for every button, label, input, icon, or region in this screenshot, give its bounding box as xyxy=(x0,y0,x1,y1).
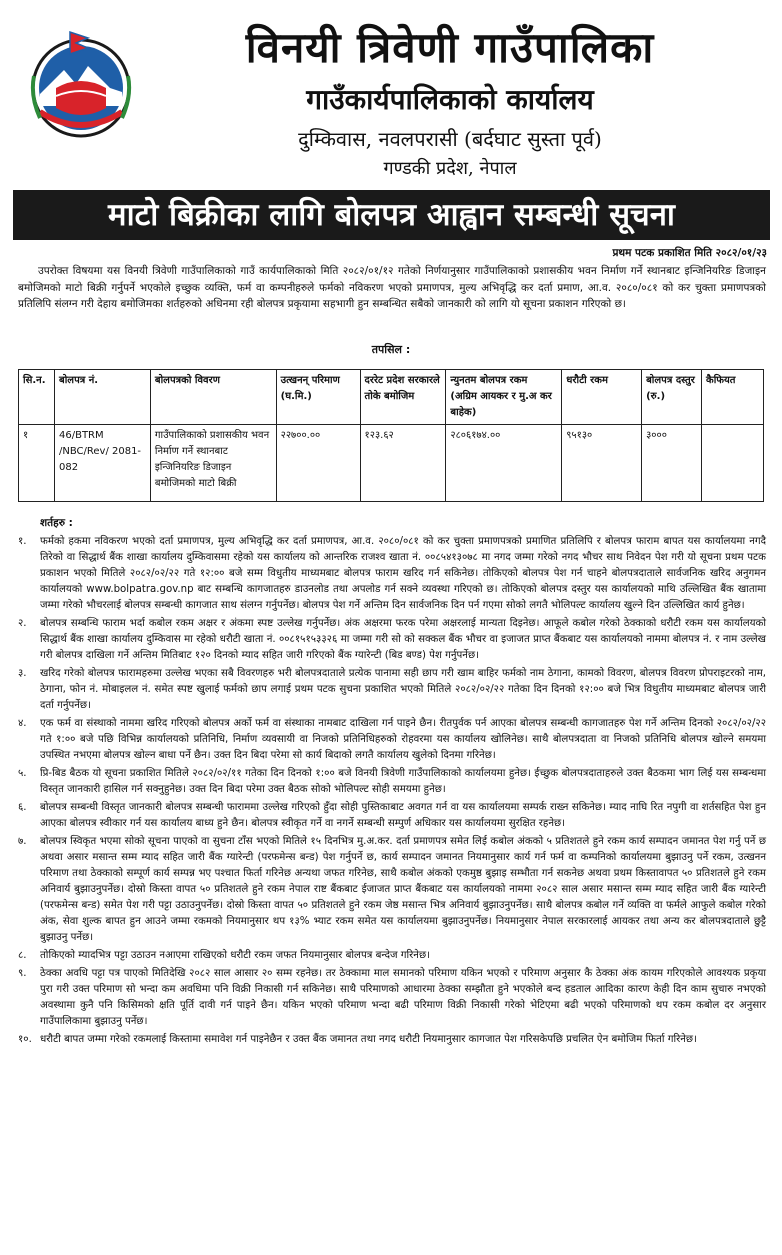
col-header-quantity: उत्खनन् परिमाण (घ.मि.) xyxy=(276,370,360,425)
office-name: गाउँकार्यपालिकाको कार्यालय xyxy=(306,83,594,116)
term-item xyxy=(18,800,766,832)
term-text: बोलपत्र स्विकृत भएमा सोको सूचना पाएको वा सुचना टाँस भएको मितिले १५ दिनभित्र मु.अ.कर. दर्ता प्रमाणपत्र समेत लिई कबोल अंकको ५ प्रतिशतले हुने रकम कार्य सम्पादन जमानत पेश गर्नु पर्ने छ अथवा असार मसान्त सम्म म्याद सहित जारी बैंक ग्यारेन्टी (परफमेन्स बन्ड) पेश गर्नुपर्ने छ, कार्य सम्पादन जमानत नियमानुसार कार्य गर्न फर्म वा कम्पनिको कार्यालयमा बुझाउनु पर्ने रकम, उत्खनन परिमाण तथा ठेक्काको सम्पूर्ण कार्य सम्पन्न भए पश्चात फिर्ता गरिनेछ अन्यथा जफत गरिनेछ, साथै कबोल अंकको एकमुष्ठ बुझाइ सम्भौता गर्न सकनेछ अथवा प्रथम किस्तावापत ५० प्रतिशतले हुने रकम अनिवार्य बुझाउनुपर्नेछ। दोस्रो किस्ता वापत ५० प्रतिशतले हुने रकम नेपाल राष्ट बैंकबाट ईजाजत प्राप्त बैंकबाट यस कार्यालयको नाममा २०८२ साल असार मसान्त सम्म म्याद सहित जारी बैंक ग्यारेन्टी (परफमेन्स बन्ड) समेत पेश गरी पट्टा उठाउनुपर्नेछ। दोस्रो किस्ता वापत ५० प्रतिशतले हुने रकम जेष्ठ मसान्त भित्र अनिवार्य बुझाउनुपर्नेछ। साथै बोलपत्र कबोल गर्ने व्यक्ति वा फर्मले आफुले कबोल गरेको अंक, सेवा शुल्क बापत हुन आउने जम्मा रकमको नियमानुसार थप १३% भ्याट रकम समेत यस कार्यालयमा बुझाउनुपर्नेछ। नियमानुसार नेपाल सरकारलाई आयकर तथा अन्य कर बोलपत्रदाताले छुट्टै बुझाउनु पर्नेछ। xyxy=(40,836,766,943)
term-text: खरिद गरेको बोलपत्र फारामहरुमा उल्लेख भएका सबै विवरणहरु भरी बोलपत्रदाताले प्रत्येक पानामा सही छाप गरी खाम बाहिर फर्मको नाम ठेगाना, कामको विवरण, बोलपत्र विवरण प्रोपराइटरको नाम, ठेगाना, फोन नं. मोबाइलल नं. समेत स्पष्ट खुलाई फर्मको छाप लगाई प्रथम पटक सुचना प्रकाशित भएको मितिले २०८२/०२/२२ गतेका दिन दिनको १२:०० बजे भित्र विधुतीय माध्यमबाट बोलपत्र जारी दर्ता गर्नुपर्नेछ। xyxy=(40,668,766,711)
intro-paragraph: उपरोक्त विषयमा यस विनयी त्रिवेणी गाउँपालिकाको गाउँ कार्यपालिकाको मिति २०८२/०१/१२ गतेको निर्णयानुसार गाउँपालिकाको प्रशासकीय भवन निर्माण गर्ने स्थानबाट इन्जिनियरिङ डिजाइन बमोजिमको माटो बिक्री गर्नुपर्ने भएकोले इच्छुक व्यक्ति, फर्म वा कम्पनीहरुले फर्मको नविकरण भएको प्रमाणपत्र, मुल्य अभिवृद्धि कर दर्ता प्रमाण, आ.व. २०८०/०८१ को कर चुक्ता प्रमाणपत्रको प्रतिलिपि संलग्न गरी देहाय बमोजिमका शर्तहरुको अधिनमा रही बोलपत्र प्रकृयामा सहभागी हुन सम्बन्धित सबैको जानकारी को लागि यो सूचना प्रकाशन गरिएको छ। xyxy=(18,265,766,310)
office-address: दुम्किवास, नवलपरासी (बर्दघाट सुस्ता पूर्व) xyxy=(298,127,602,151)
cell-rate: १२३.६२ xyxy=(360,425,446,502)
term-text: धरौटी बापत जम्मा गरेको रकमलाई किस्तामा समावेश गर्न पाइनेछैन र उक्त बैंक जमानत तथा नगद धरौटी नियमानुसार कागजात पेश गरिसकेपछि प्रचलित ऐन बमोजिम फिर्ता गरिनेछ। xyxy=(40,1034,697,1045)
cell-description: गाउँपालिकाको प्रशासकीय भवन निर्माण गर्ने स्थानबाट इन्जिनियरिङ डिजाइन बमोजिमको माटो बिक्री xyxy=(150,425,276,502)
col-header-rate: दररेट प्रदेश सरकारले तोके बमोजिम xyxy=(360,370,446,425)
term-text: फर्मको हकमा नविकरण भएको दर्ता प्रमाणपत्र, मुल्य अभिवृद्धि कर दर्ता प्रमाणपत्र, आ.व. २०८०/०८१ को कर चुक्ता प्रमाणपत्रको प्रमाणित प्रतिलिपि र बोलपत्र फाराम बापत यस कार्यालयमा नगदै तिरेको वा सिद्धार्थ बैंक शाखा कार्यालय दुम्किवासमा रहेको यस कार्यालय को आन्तरिक राजश्व खाता नं. ००८५४१३०७८ मा नगद जम्मा गरेको नगद भौचर साथ निवेदन पेश गरी यो सूचना प्रथम पटक प्रकाशन भएको मितिले २०८२/०२/२२ गते १२:०० बजे सम्म विधुतीय माध्यमबाट बोलपत्र फाराम खरिद गर्न सकिनेछ। तोकिएको बोलपत्र पेश गर्न चाहने बोलपत्रदाताले सार्वजनिक खरिद अनुगमन कार्यालयको www.bolpatra.gov.np बाट सम्बन्धि कागजातहरु डाउनलोड तथा अपलोड गर्न सक्ने व्यवस्था गरिएको छ। तोकिएको बोलपत्र दस्तुर यस कार्यालयको माथि उल्लिखित बैंक खातामा जम्मा गरेको भौचरलाई बोलपत्र सम्बन्धी कागजात साथ संलग्न गर्नुपर्नेछ। बोलपत्र पेश गर्ने अन्तिम दिन सार्वजनिक दिन पर्न गएमा सोको लगतै भोलिपल्ट कार्यालय खुल्ने दिन उल्लिखित कार्य हुनेछ। xyxy=(40,536,766,611)
cell-remarks xyxy=(702,425,764,502)
term-text: एक फर्म वा संस्थाको नाममा खरिद गरिएको बोलपत्र अर्को फर्म वा संस्थाका नामबाट दाखिला गर्न पाइने छैन। रीतपुर्वक पर्न आएका बोलपत्र सम्बन्धी कागजातहरु पेश गर्ने अन्तिम दिनको २०८२/०२/२२ गते १:०० बजे पछि विभिन्न कार्यालयको प्रतिनिधि, निर्माण व्यवसायी वा निजको प्रतिनिधिहरुको रोहवरमा यस कार्यालय खोलिनेछ। साथै बोलपत्रदाता वा निजको प्रतिनिधि बोलपत्र खोल्ने समयमा उपस्थित नभएमा बोलपत्र खोल्न बाधा पर्ने छैन। उक्त दिन बिदा परेमा सो कार्य बिदाको लगतै कार्यालय खुलेको दिनमा गरिनेछ। xyxy=(40,718,766,761)
term-item xyxy=(18,716,766,764)
term-number: ६. xyxy=(18,802,27,813)
cell-tender-no: 46/BTRM /NBC/Rev/ 2081-082 xyxy=(54,425,150,502)
term-number: २. xyxy=(18,618,27,629)
term-number: ७. xyxy=(18,836,27,847)
term-text: प्रि-बिड बैठक यो सूचना प्रकाशित मितिले २०८२/०२/११ गतेका दिन दिनको १:०० बजे विनयी त्रिवेणी गाउँपालिकाको कार्यालयमा हुनेछ। ईच्छुक बोलपत्रदाताहरुले उक्त बैठकमा भाग लिई यस सम्बन्धमा विस्तृत जानकारी हासिल गर्न सक्नुहुनेछ। उक्त दिन बिदा परेमा उक्त बैठक सोको भोलिपल्ट सोही समयमा हुनेछ। xyxy=(40,768,766,795)
col-header-description: बोलपत्रको विवरण xyxy=(150,370,276,425)
term-number: ४. xyxy=(18,718,27,729)
term-text: बोलपत्र सम्बन्धी विस्तृत जानकारी बोलपत्र सम्बन्धी फाराममा उल्लेख गरिएको हुँदा सोही पुस्तिकाबाट अवगत गर्न वा यस कार्यालयमा सम्पर्क राख्न सकिनेछ। म्याद नाघि रित नपुगी वा शर्तसहित पेश हुन आएका बोलपत्र स्वीकार गर्न यस कार्यालय बाध्य हुने छैन। बोलपत्र स्वीकृत गर्ने वा नगर्ने सम्बन्धी सम्पुर्ण अधिकार यस कार्यालयमा सुरक्षित रहनेछ। xyxy=(40,802,766,829)
col-header-deposit: धरौटी रकम xyxy=(562,370,642,425)
term-text: ठेक्का अवधि पट्टा पत्र पाएको मितिदेखि २०८२ साल आसार २० सम्म रहनेछ। तर ठेक्कामा माल समानको परिमाण यकिन भएको र परिमाण अनुसार कै ठेक्का अंक कायम गरिएकोले आवश्यक प्रकृया पुरा गरी उक्त परिमाण सो भन्दा कम अवधिमा पनि विक्री निकासी गर्न सकिनेछ। साथै परिमाणको आधारमा ठेक्का सम्झौता हुने भएकोले बन्द हडताल आदिका कारण केही दिन काम सुचारु नभएको अवस्थामा कुनै पनि किसिमको क्षति पूर्ति दावी गर्न पाइने छैन। यकिन भएको परिमाण भन्दा बढी परिमाण विक्री निकासी गरेको भेटिएमा बढी भएको परिमाणको थप रकम कबोल दर अनुसार गाउँपालिकामा बुझाउनु पर्नेछ। xyxy=(40,968,766,1027)
tender-table xyxy=(18,369,764,502)
term-item xyxy=(18,1032,766,1048)
notice-title-banner: माटो बिक्रीका लागि बोलपत्र आह्वान सम्बन्धी सूचना xyxy=(13,190,770,240)
cell-fee: ३००० xyxy=(642,425,702,502)
publication-date: प्रथम पटक प्रकाशित मिति २०८२/०१/२३ xyxy=(612,247,767,259)
term-number: ३. xyxy=(18,668,27,679)
letterhead xyxy=(0,0,782,190)
col-header-sn: सि.न. xyxy=(19,370,55,425)
cell-quantity: २२७००.०० xyxy=(276,425,360,502)
term-item xyxy=(18,948,766,964)
terms-list xyxy=(18,534,766,1050)
term-number: ८. xyxy=(18,950,27,961)
col-header-remarks: कैफियत xyxy=(702,370,764,425)
cell-min-amount: २८०६१७४.०० xyxy=(446,425,562,502)
col-header-min-amount: न्युनतम बोलपत्र रकम (अग्रिम आयकर र मु.अ कर बाहेक) xyxy=(446,370,562,425)
term-item xyxy=(18,616,766,664)
term-item xyxy=(18,966,766,1030)
col-header-tender-no: बोलपत्र नं. xyxy=(54,370,150,425)
term-item xyxy=(18,834,766,946)
terms-heading: शर्तहरु : xyxy=(40,517,73,529)
term-number: ९. xyxy=(18,968,27,979)
term-text: बोलपत्र सम्बन्धि फाराम भर्दा कबोल रकम अक्षर र अंकमा स्पष्ट उल्लेख गर्नुपर्नेछ। अंक अक्षरमा फरक परेमा अक्षरलाई मान्यता दिइनेछ। आफूले कबोल गरेको ठेक्काको धरौटी रकम यस कार्यालयको सिद्धार्थ बैंक शाखा कार्यालय दुम्किवास मा रहेको धरौटी खाता नं. ००८१५१५३३२६ मा जम्मा गरी सो को सक्कल बैंक भौचर वा इजाजत प्राप्त बैंकबाट यस कार्यालयको नाममा बोलपत्र नं. र नाम उल्लेख गरी बोलपत्र दाखिला गर्ने अन्तिम मितिबाट १२० दिनको म्याद सहित जारी गरिएको बैंक ग्यारेन्टी (बिड बण्ड) पेश गर्नुपर्नेछ। xyxy=(40,618,766,661)
term-text: तोकिएको म्यादभित्र पट्टा उठाउन नआएमा राखिएको धरौटी रकम जफत नियमानुसार बोलपत्र बन्देज गरिनेछ। xyxy=(40,950,430,961)
term-number: ५. xyxy=(18,768,27,779)
term-item xyxy=(18,534,766,614)
municipality-emblem-icon xyxy=(26,26,136,144)
table-row xyxy=(19,425,764,502)
term-item xyxy=(18,766,766,798)
details-heading: तपसिल : xyxy=(371,343,411,356)
province-name: गण्डकी प्रदेश, नेपाल xyxy=(383,158,517,179)
municipality-name: विनयी त्रिवेणी गाउँपालिका xyxy=(245,23,655,72)
cell-sn: १ xyxy=(19,425,55,502)
col-header-fee: बोलपत्र दस्तुर (रु.) xyxy=(642,370,702,425)
cell-deposit: ९५१३० xyxy=(562,425,642,502)
term-number: १. xyxy=(18,536,27,547)
term-item xyxy=(18,666,766,714)
term-number: १०. xyxy=(18,1034,32,1045)
table-header-row xyxy=(19,370,764,425)
